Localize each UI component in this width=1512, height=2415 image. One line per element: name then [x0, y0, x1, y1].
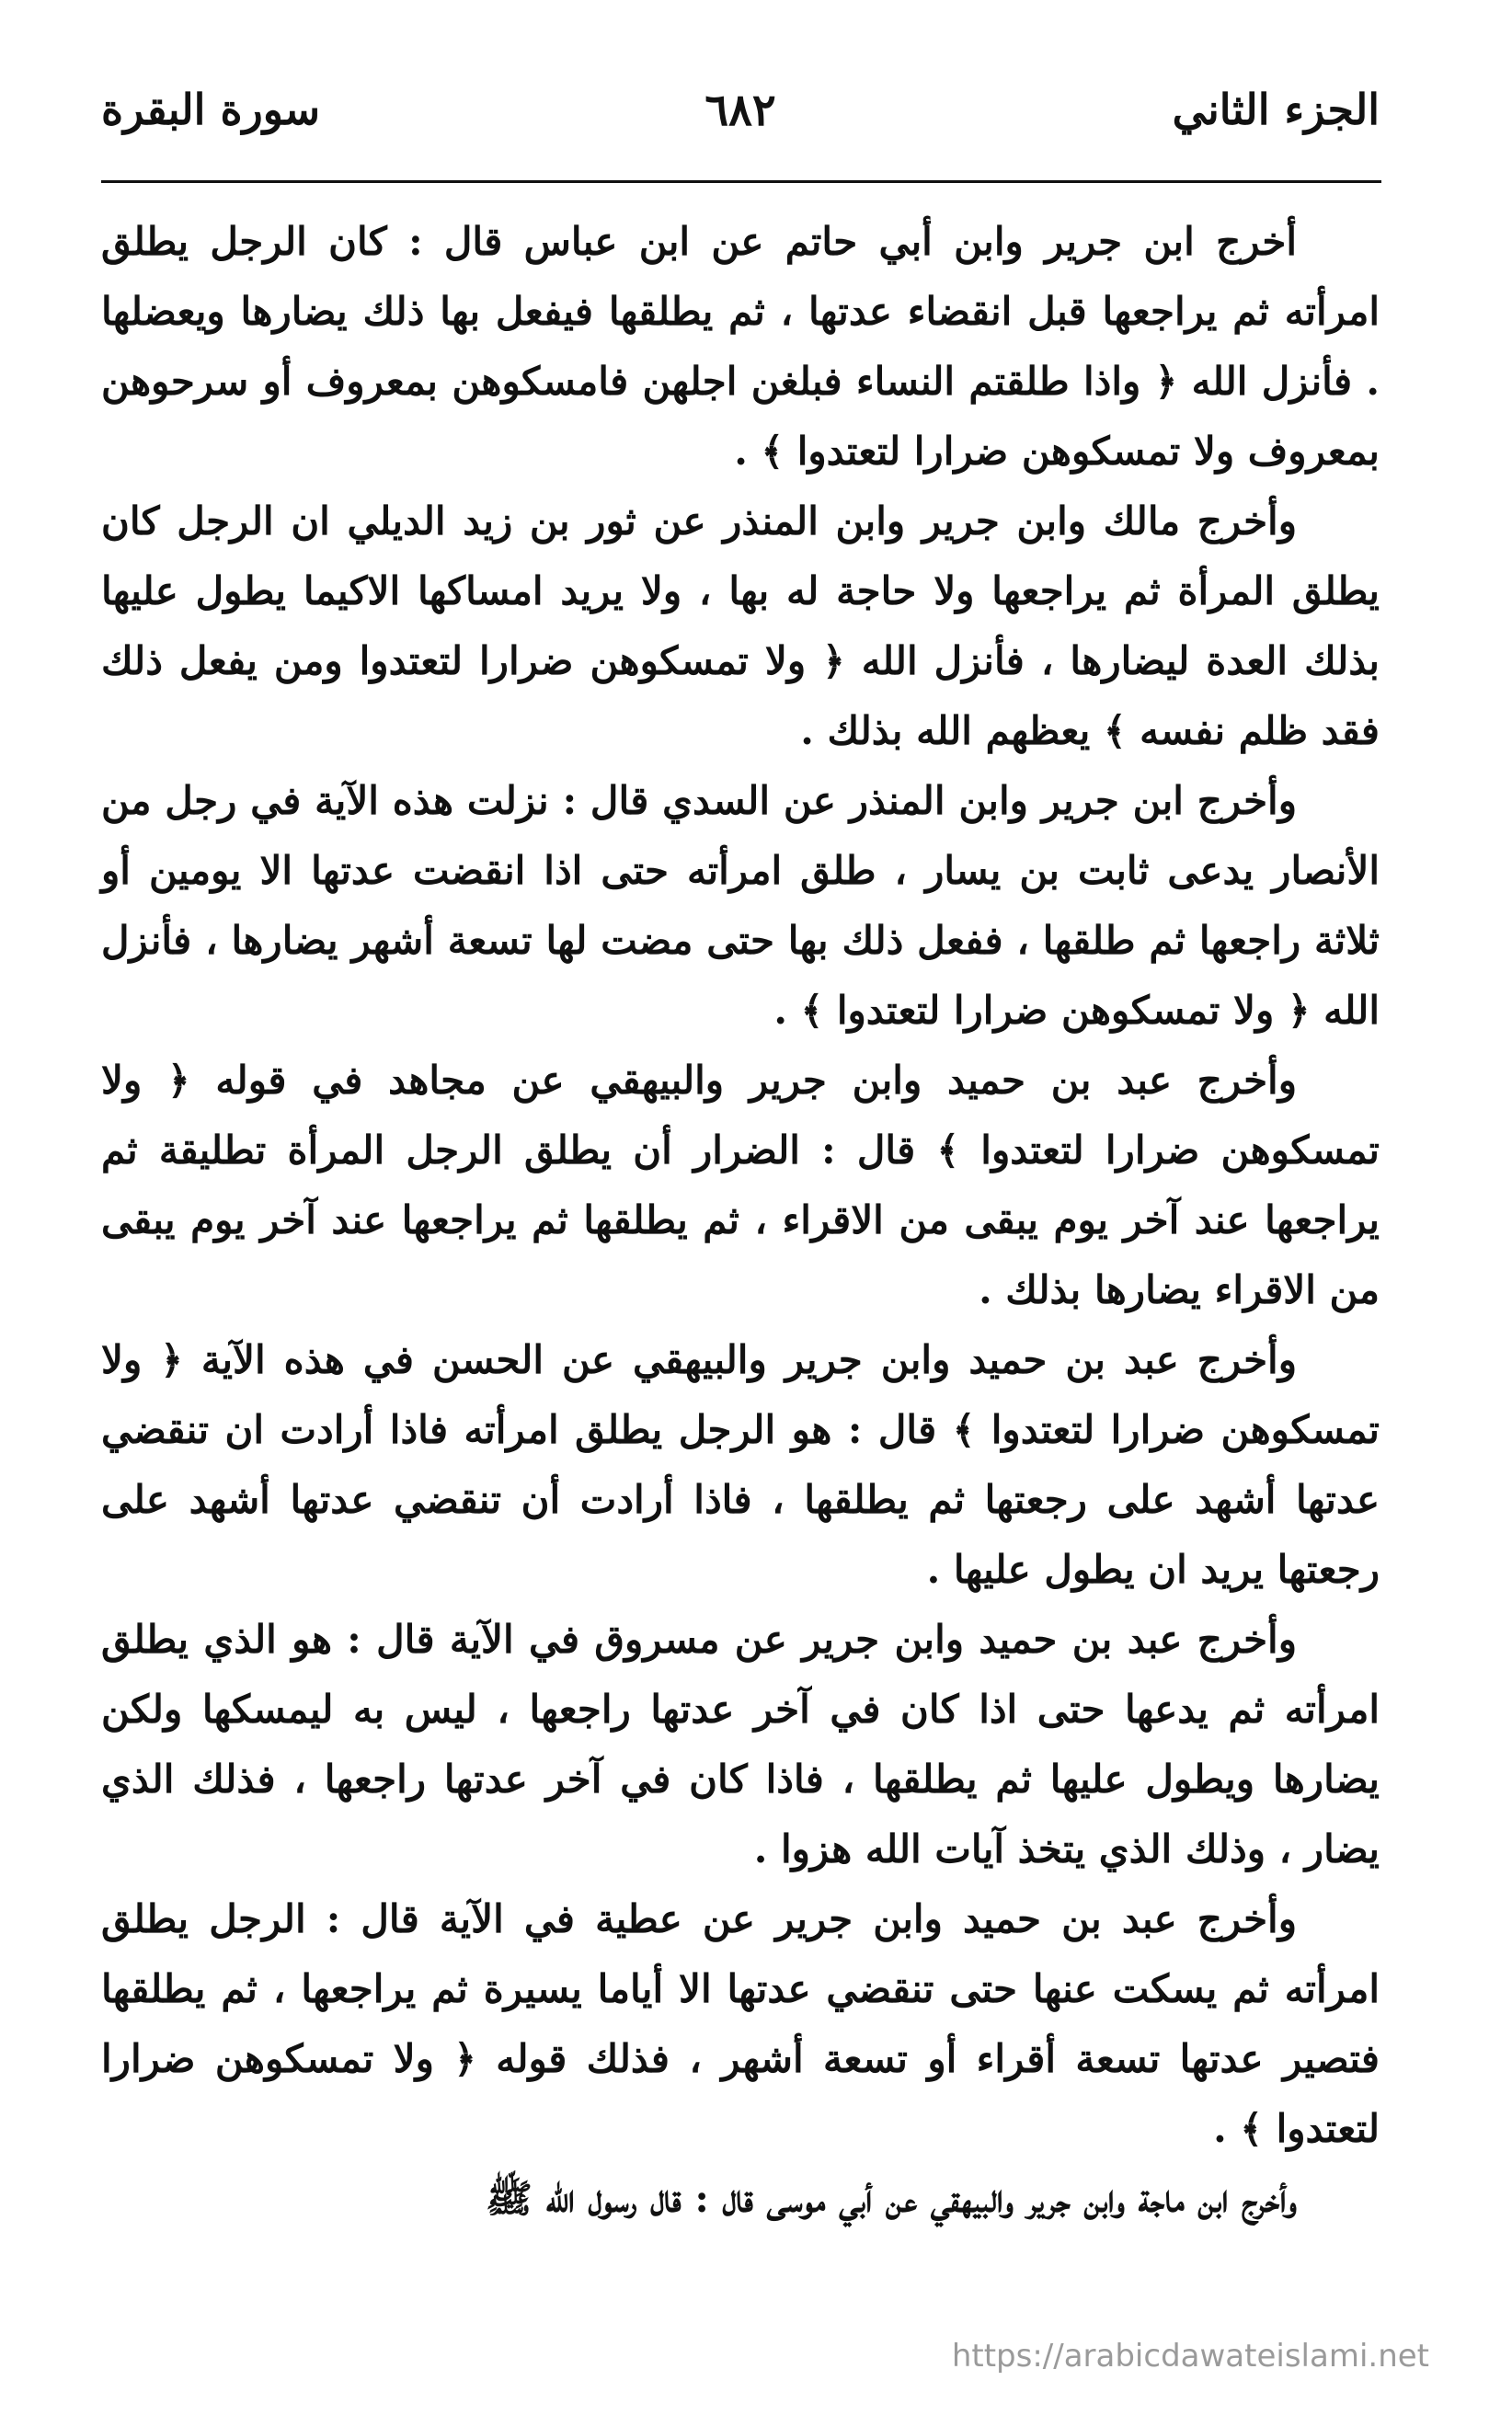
- surah-label: سورة البقرة: [101, 85, 321, 134]
- watermark-url: https://arabicdawateislami.net: [951, 2338, 1429, 2375]
- paragraph: وأخرج عبد بن حميد وابن جرير عن مسروق في الآية قال : هو الذي يطلق امرأته ثم يدعها حتى اذا كان في آخر عدتها راجعها ، ليس به ليمسكها ولكن يضارها ويطول عليها ثم يطلقها ، فاذا كان في آخر عدتها راجعها ، فذلك الذي يضار ، وذلك الذي يتخذ آيات الله هزوا .: [101, 1617, 1380, 1871]
- paragraph: وأخرج ابن جرير وابن المنذر عن السدي قال : نزلت هذه الآية في رجل من الأنصار يدعى ثابت بن يسار ، طلق امرأته حتى اذا انقضت عدتها الا يومين أو ثلاثة راجعها ثم طلقها ، ففعل ذلك بها حتى مضت لها تسعة أشهر يضارها ، فأنزل الله ﴿ ولا تمسكوهن ضرارا لتعتدوا ﴾ .: [101, 778, 1380, 1033]
- page-header: [101, 85, 1380, 158]
- paragraph: وأخرج عبد بن حميد وابن جرير عن عطية في الآية قال : الرجل يطلق امرأته ثم يسكت عنها حتى تنقضي عدتها الا أياما يسيرة ثم يراجعها ، ثم يطلقها فتصير عدتها تسعة أقراء أو تسعة أشهر ، فذلك قوله ﴿ ولا تمسكوهن ضرارا لتعتدوا ﴾ .: [101, 1896, 1380, 2151]
- page-number: ٦٨٢: [704, 85, 776, 136]
- header-divider: [101, 180, 1381, 183]
- paragraph: وأخرج عبد بن حميد وابن جرير والبيهقي عن الحسن في هذه الآية ﴿ ولا تمسكوهن ضرارا لتعتدوا ﴾ قال : هو الرجل يطلق امرأته فاذا أرادت ان تنقضي عدتها أشهد على رجعتها ثم يطلقها ، فاذا أرادت أن تنقضي عدتها أشهد على رجعتها يريد ان يطول عليها .: [101, 1337, 1380, 1592]
- paragraph: أخرج ابن جرير وابن أبي حاتم عن ابن عباس قال : كان الرجل يطلق امرأته ثم يراجعها قبل انقضاء عدتها ، ثم يطلقها فيفعل بها ذلك يضارها ويعضلها . فأنزل الله ﴿ واذا طلقتم النساء فبلغن اجلهن فامسكوهن بمعروف أو سرحوهن بمعروف ولا تمسكوهن ضرارا لتعتدوا ﴾ .: [101, 219, 1380, 474]
- juz-label: الجزء الثاني: [1172, 85, 1380, 134]
- paragraph: وأخرج ابن ماجة وابن جرير والبيهقي عن أبي موسى قال : قال رسول الله ﷺ: [486, 2176, 1297, 2221]
- page-body: [101, 207, 1380, 2234]
- paragraph: وأخرج عبد بن حميد وابن جرير والبيهقي عن مجاهد في قوله ﴿ ولا تمسكوهن ضرارا لتعتدوا ﴾ قال : الضرار أن يطلق الرجل المرأة تطليقة ثم يراجعها عند آخر يوم يبقى من الاقراء ، ثم يطلقها ثم يراجعها عند آخر يوم يبقى من الاقراء يضارها بذلك .: [101, 1058, 1380, 1312]
- paragraph: وأخرج مالك وابن جرير وابن المنذر عن ثور بن زيد الديلي ان الرجل كان يطلق المرأة ثم يراجعها ولا حاجة له بها ، ولا يريد امساكها الاكيما يطول عليها بذلك العدة ليضارها ، فأنزل الله ﴿ ولا تمسكوهن ضرارا لتعتدوا ومن يفعل ذلك فقد ظلم نفسه ﴾ يعظهم الله بذلك .: [101, 498, 1380, 753]
